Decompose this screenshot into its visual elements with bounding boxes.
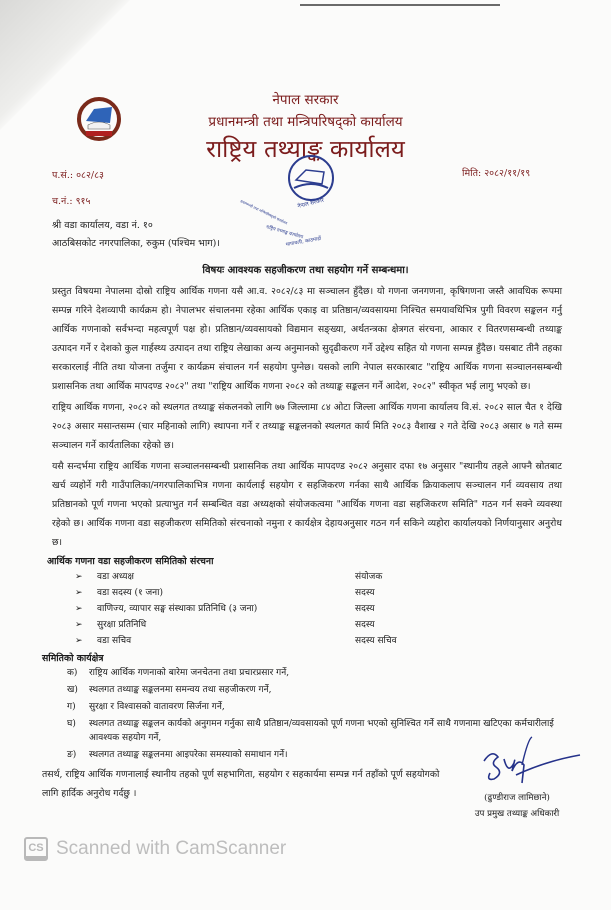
body-paragraph: यसै सन्दर्भमा राष्ट्रिय आर्थिक गणना सञ्चालनसम्बन्धी प्रशासनिक तथा आर्थिक मापदण्ड २०८२ अनुसार दफा १७ अनुसार "स्थानीय तहले आफ्नै स्रोतबाट खर्च व्यहोर्ने गरी गाउँपालिका/नगरपालिकाभित्र गणना कार्यलाई सहयोग र सहजिकरण गर्नका साथै आर्थिक क्रियाकलाप सञ्चालन गर्न व्यवसाय तथा प्रतिष्ठानको पूर्ण गणना भएको प्रत्याभुत गर्न सम्बन्धित वडा अध्यक्षको संयोजकत्वमा "आर्थिक गणना वडा सहजिकरण समिति" गठन गर्न सक्ने व्यवस्था रहेको छ। आर्थिक गणना वडा सहजीकरण समितिको संरचनाको नमुना र कार्यक्षेत्र देहायअनुसार गठन गर्न सकिने व्यहोरा कार्यालयको निर्णयानुसार अनुरोध छ। <box>52 461 562 548</box>
handwritten-signature <box>476 735 586 787</box>
scope-item-text: स्थलगत तथ्याङ्क सङ्कलनमा आइपरेका समस्याको समाधान गर्ने। <box>89 750 288 760</box>
arrow-bullet-icon: ➢ <box>75 620 83 630</box>
arrow-bullet-icon: ➢ <box>75 572 83 582</box>
stamp-line: नेपाल सरकार <box>297 197 325 210</box>
letterhead <box>0 0 611 162</box>
scope-item <box>67 666 562 680</box>
arrow-bullet-icon: ➢ <box>75 588 83 598</box>
reference-number: प.सं.: ०८२/८३ <box>52 170 104 181</box>
signatory-name: (ढुण्डीराज लामिछाने) <box>484 793 550 803</box>
letterhead-government: नेपाल सरकार <box>272 92 339 108</box>
scope-item-label: ग) <box>67 702 76 712</box>
scope-item <box>67 700 562 714</box>
member-name: वडा सदस्य (१ जना) <box>97 588 164 598</box>
dispatch-number: च.नं.: ९१५ <box>52 196 91 207</box>
scope-item <box>67 683 562 697</box>
member-role: सदस्य <box>355 588 375 598</box>
body-paragraph: प्रस्तुत विषयमा नेपालमा दोस्रो राष्ट्रिय आर्थिक गणना यसै आ.व. २०८२/८३ मा सञ्चालन हुँदैछ। यो गणना जनगणना, कृषिगणना जस्तै आवधिक रूपमा सम्पन्न गरिने देशव्यापी कार्यक्रम हो। नेपालभर संचालनमा रहेका आर्थिक एकाइ वा प्रतिष्ठान/व्यवसायमा निश्चित समयावधिभित्र पुगी विवरण सङ्कलन गर्नु आर्थिक गणनाको सर्वभन्दा महत्वपूर्ण पक्ष हो। प्रतिष्ठान/व्यवसायको विद्यमान सङ्ख्या, अर्थतन्त्रका क्षेत्रगत संरचना, आकार र वितरणसम्बन्धी तथ्याङ्क उत्पादन गर्ने र देशको कुल गार्हस्थ्य उत्पादन तथा राष्ट्रिय लेखाका अन्य अनुमानको सुदृढीकरण गर्ने उद्देश्य सहित यो गणना सम्पन्न हुँदैछ। यसबाट तीनै तहका सरकारलाई नीति तथा योजना तर्जुमा र कार्यक्रम संचालन गर्न सहयोग पुग्नेछ। यसको लागि नेपाल सरकारबाट "राष्ट्रिय आर्थिक गणना सञ्चालनसम्बन्धी प्रशासनिक तथा आर्थिक मापदण्ड २०८२" तथा "राष्ट्रिय आर्थिक गणना २०८२ को तथ्याङ्क सङ्कलन गर्ने आदेश, २०८२" स्वीकृत भई लागु भएको छ। <box>52 286 562 392</box>
member-name: सुरक्षा प्रतिनिधि <box>97 620 147 630</box>
letter-subject: विषयः आवश्यक सहजीकरण तथा सहयोग गर्ने सम्बन्धमा। <box>202 265 409 276</box>
member-role: संयोजक <box>355 572 383 582</box>
scope-item-text: स्थलगत तथ्याङ्क सङ्कलनमा समन्वय तथा सहजीकरण गर्ने, <box>89 685 272 695</box>
letterhead-ministry: प्रधानमन्त्री तथा मन्त्रिपरिषद्को कार्यालय <box>208 114 403 130</box>
composition-list <box>75 569 562 649</box>
stamp-line: राष्ट्रिय तथ्याङ्क कार्यालय <box>265 225 304 241</box>
member-role: सदस्य <box>355 620 375 630</box>
scope-item-label: ख) <box>67 685 78 695</box>
closing-section <box>42 765 562 827</box>
member-name: वडा सचिव <box>97 636 132 646</box>
letterhead-office: राष्ट्रिय तथ्याङ्क कार्यालय <box>206 135 405 163</box>
composition-row <box>75 569 562 585</box>
composition-row <box>75 585 562 601</box>
member-role: सदस्य सचिव <box>355 636 397 646</box>
member-name: वडा अध्यक्ष <box>97 572 134 582</box>
camscanner-watermark <box>24 837 611 861</box>
body-paragraph: राष्ट्रिय आर्थिक गणना, २०८२ को स्थलगत तथ्याङ्क संकलनको लागि ७७ जिल्लामा ८४ ओटा जिल्ला आर्थिक गणना कार्यालय वि.सं. २०८२ साल चैत १ देखि २०८३ असार मसान्तसम्म (चार महिनाको लागि) स्थापना गर्ने र तथ्याङ्क सङ्कलनको स्थलगत कार्य मिति २०८३ वैशाख २ गते देखि २०८३ असार ७ गते सम्म सञ्चालन गर्ने कार्यतालिका रहेको छ। <box>52 402 562 451</box>
letter-body <box>0 282 611 827</box>
signatory-title: उप प्रमुख तथ्याङ्क अधिकारी <box>474 809 560 819</box>
composition-row <box>75 633 562 649</box>
stamp-line: प्रधानमन्त्री तथा मन्त्रिपरिषद्को कार्यालय <box>239 199 288 226</box>
member-name: वाणिज्य, व्यापार सङ्घ संस्थाका प्रतिनिधि (३ जना) <box>97 604 258 614</box>
arrow-bullet-icon: ➢ <box>75 636 83 646</box>
scope-item-label: क) <box>67 668 78 678</box>
composition-title: आर्थिक गणना वडा सहजीकरण समितिको संरचना <box>47 556 214 567</box>
closing-paragraph: तसर्थ, राष्ट्रिय आर्थिक गणनालाई स्थानीय तहको पूर्ण सहभागिता, सहयोग र सहकार्यमा सम्पन्न गर्न तहाँको पूर्ण सहयोगको लागि हार्दिक अनुरोध गर्दछु । <box>42 769 440 799</box>
signature-block <box>452 735 562 827</box>
reference-block <box>0 162 611 262</box>
scope-item-text: राष्ट्रिय आर्थिक गणनाको बारेमा जनचेतना तथा प्रचारप्रसार गर्ने, <box>89 668 290 678</box>
scope-item-text: स्थलगत तथ्याङ्क सङ्कलन कार्यको अनुगमन गर्नुका साथै प्रतिष्ठान/व्यवसायको पूर्ण गणना भएको सुनिश्चित गर्ने साथै गणनामा खटिएका कर्मचारीलाई आवश्यक सहयोग गर्ने, <box>89 719 554 743</box>
camscanner-text: Scanned with CamScanner <box>56 838 287 859</box>
addressee-municipality: आठबिसकोट नगरपालिका, रुकुम (पश्चिम भाग)। <box>52 238 220 249</box>
scope-item-label: ङ) <box>67 750 77 760</box>
arrow-bullet-icon: ➢ <box>75 604 83 614</box>
scope-title: समितिको कार्यक्षेत्र <box>42 653 104 664</box>
camscanner-logo-icon: CS <box>24 837 48 861</box>
composition-row <box>75 601 562 617</box>
composition-row <box>75 617 562 633</box>
member-role: सदस्य <box>355 604 375 614</box>
letter-date: मिति: २०८२/११/१९ <box>462 168 531 179</box>
office-stamp <box>236 150 366 250</box>
addressee-office: श्री वडा कार्यालय, वडा नं. १० <box>52 220 153 231</box>
stamp-line: थापाथली, काठमाडौं <box>285 235 322 248</box>
scope-item-label: घ) <box>67 719 76 729</box>
scope-item-text: सुरक्षा र विश्वासको वातावरण सिर्जना गर्ने, <box>89 702 225 712</box>
